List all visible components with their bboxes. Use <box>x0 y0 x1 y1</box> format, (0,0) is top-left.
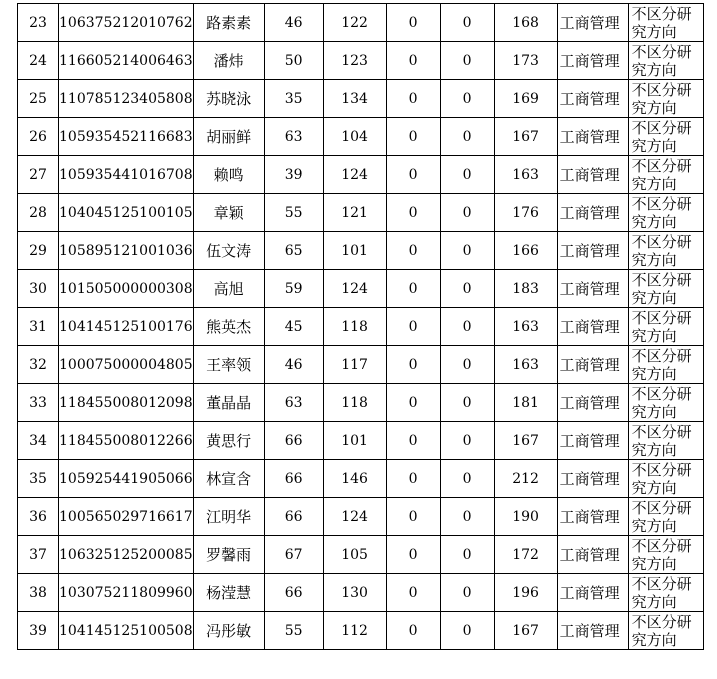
cell-major: 工商管理 <box>557 612 628 650</box>
cell-score-3: 0 <box>386 346 440 384</box>
score-table <box>17 3 704 650</box>
cell-exam-id: 104145125100508 <box>59 612 194 650</box>
cell-research-direction: 不区分研究方向 <box>628 422 703 460</box>
cell-exam-id: 105935441016708 <box>59 156 194 194</box>
cell-number: 27 <box>18 156 59 194</box>
cell-research-direction: 不区分研究方向 <box>628 156 703 194</box>
cell-candidate-name: 胡丽鲜 <box>193 118 264 156</box>
cell-major: 工商管理 <box>557 308 628 346</box>
table-row <box>18 612 704 650</box>
cell-score-4: 0 <box>440 384 494 422</box>
cell-number: 26 <box>18 118 59 156</box>
cell-major: 工商管理 <box>557 422 628 460</box>
cell-candidate-name: 黄思行 <box>193 422 264 460</box>
table-row <box>18 118 704 156</box>
cell-exam-id: 104045125100105 <box>59 194 194 232</box>
cell-score-1: 45 <box>264 308 323 346</box>
cell-score-1: 35 <box>264 80 323 118</box>
cell-total-score: 196 <box>494 574 557 612</box>
cell-score-4: 0 <box>440 574 494 612</box>
cell-score-4: 0 <box>440 308 494 346</box>
table-row <box>18 308 704 346</box>
cell-candidate-name: 潘炜 <box>193 42 264 80</box>
cell-total-score: 181 <box>494 384 557 422</box>
cell-total-score: 167 <box>494 422 557 460</box>
cell-score-2: 121 <box>323 194 386 232</box>
cell-score-3: 0 <box>386 574 440 612</box>
cell-research-direction: 不区分研究方向 <box>628 384 703 422</box>
cell-score-3: 0 <box>386 156 440 194</box>
cell-major: 工商管理 <box>557 232 628 270</box>
cell-total-score: 183 <box>494 270 557 308</box>
cell-score-2: 124 <box>323 270 386 308</box>
cell-score-1: 67 <box>264 536 323 574</box>
table-row <box>18 574 704 612</box>
cell-research-direction: 不区分研究方向 <box>628 4 703 42</box>
cell-exam-id: 110785123405808 <box>59 80 194 118</box>
cell-score-2: 124 <box>323 498 386 536</box>
table-body <box>18 4 704 650</box>
cell-number: 34 <box>18 422 59 460</box>
cell-candidate-name: 熊英杰 <box>193 308 264 346</box>
cell-number: 24 <box>18 42 59 80</box>
cell-exam-id: 105925441905066 <box>59 460 194 498</box>
cell-number: 36 <box>18 498 59 536</box>
cell-score-1: 66 <box>264 422 323 460</box>
cell-total-score: 190 <box>494 498 557 536</box>
cell-score-2: 146 <box>323 460 386 498</box>
cell-number: 29 <box>18 232 59 270</box>
cell-score-1: 55 <box>264 612 323 650</box>
table-row <box>18 156 704 194</box>
cell-major: 工商管理 <box>557 498 628 536</box>
cell-total-score: 163 <box>494 156 557 194</box>
cell-score-1: 63 <box>264 118 323 156</box>
cell-major: 工商管理 <box>557 460 628 498</box>
cell-candidate-name: 董晶晶 <box>193 384 264 422</box>
cell-score-3: 0 <box>386 308 440 346</box>
table-row <box>18 536 704 574</box>
cell-score-2: 101 <box>323 232 386 270</box>
table-row <box>18 346 704 384</box>
cell-exam-id: 116605214006463 <box>59 42 194 80</box>
cell-number: 31 <box>18 308 59 346</box>
cell-total-score: 167 <box>494 612 557 650</box>
cell-candidate-name: 路素素 <box>193 4 264 42</box>
cell-score-2: 123 <box>323 42 386 80</box>
cell-major: 工商管理 <box>557 42 628 80</box>
cell-research-direction: 不区分研究方向 <box>628 270 703 308</box>
table-row <box>18 42 704 80</box>
cell-score-2: 112 <box>323 612 386 650</box>
cell-score-2: 130 <box>323 574 386 612</box>
cell-score-4: 0 <box>440 232 494 270</box>
cell-score-4: 0 <box>440 346 494 384</box>
cell-exam-id: 105935452116683 <box>59 118 194 156</box>
table-row <box>18 232 704 270</box>
cell-candidate-name: 苏晓泳 <box>193 80 264 118</box>
cell-number: 35 <box>18 460 59 498</box>
cell-total-score: 169 <box>494 80 557 118</box>
table-row <box>18 4 704 42</box>
cell-major: 工商管理 <box>557 574 628 612</box>
cell-major: 工商管理 <box>557 270 628 308</box>
cell-major: 工商管理 <box>557 384 628 422</box>
cell-major: 工商管理 <box>557 346 628 384</box>
cell-score-2: 104 <box>323 118 386 156</box>
cell-candidate-name: 林宣含 <box>193 460 264 498</box>
cell-score-3: 0 <box>386 460 440 498</box>
cell-score-2: 101 <box>323 422 386 460</box>
cell-score-3: 0 <box>386 384 440 422</box>
cell-number: 37 <box>18 536 59 574</box>
cell-exam-id: 104145125100176 <box>59 308 194 346</box>
cell-candidate-name: 伍文涛 <box>193 232 264 270</box>
cell-research-direction: 不区分研究方向 <box>628 612 703 650</box>
cell-score-4: 0 <box>440 460 494 498</box>
cell-major: 工商管理 <box>557 118 628 156</box>
cell-score-3: 0 <box>386 4 440 42</box>
cell-exam-id: 106375212010762 <box>59 4 194 42</box>
cell-total-score: 163 <box>494 346 557 384</box>
cell-candidate-name: 王率领 <box>193 346 264 384</box>
cell-exam-id: 100075000004805 <box>59 346 194 384</box>
cell-score-2: 122 <box>323 4 386 42</box>
cell-exam-id: 118455008012266 <box>59 422 194 460</box>
cell-number: 33 <box>18 384 59 422</box>
cell-score-4: 0 <box>440 42 494 80</box>
cell-score-3: 0 <box>386 270 440 308</box>
cell-score-1: 39 <box>264 156 323 194</box>
cell-score-4: 0 <box>440 422 494 460</box>
cell-research-direction: 不区分研究方向 <box>628 42 703 80</box>
cell-number: 25 <box>18 80 59 118</box>
cell-candidate-name: 冯彤敏 <box>193 612 264 650</box>
cell-score-3: 0 <box>386 422 440 460</box>
table-row <box>18 270 704 308</box>
cell-total-score: 212 <box>494 460 557 498</box>
cell-research-direction: 不区分研究方向 <box>628 536 703 574</box>
cell-score-4: 0 <box>440 270 494 308</box>
table-row <box>18 80 704 118</box>
cell-score-1: 65 <box>264 232 323 270</box>
cell-exam-id: 106325125200085 <box>59 536 194 574</box>
cell-major: 工商管理 <box>557 536 628 574</box>
cell-number: 28 <box>18 194 59 232</box>
cell-score-1: 66 <box>264 498 323 536</box>
cell-total-score: 163 <box>494 308 557 346</box>
cell-score-1: 46 <box>264 4 323 42</box>
cell-number: 38 <box>18 574 59 612</box>
cell-research-direction: 不区分研究方向 <box>628 194 703 232</box>
cell-score-4: 0 <box>440 118 494 156</box>
cell-score-3: 0 <box>386 42 440 80</box>
cell-score-2: 118 <box>323 308 386 346</box>
cell-candidate-name: 章颖 <box>193 194 264 232</box>
cell-major: 工商管理 <box>557 4 628 42</box>
cell-candidate-name: 罗馨雨 <box>193 536 264 574</box>
cell-number: 32 <box>18 346 59 384</box>
cell-score-4: 0 <box>440 194 494 232</box>
cell-research-direction: 不区分研究方向 <box>628 308 703 346</box>
cell-exam-id: 103075211809960 <box>59 574 194 612</box>
cell-score-1: 63 <box>264 384 323 422</box>
cell-exam-id: 100565029716617 <box>59 498 194 536</box>
cell-total-score: 166 <box>494 232 557 270</box>
cell-research-direction: 不区分研究方向 <box>628 460 703 498</box>
table-row <box>18 194 704 232</box>
cell-score-3: 0 <box>386 232 440 270</box>
cell-candidate-name: 高旭 <box>193 270 264 308</box>
table-row <box>18 384 704 422</box>
cell-total-score: 167 <box>494 118 557 156</box>
cell-score-1: 46 <box>264 346 323 384</box>
cell-candidate-name: 赖鸣 <box>193 156 264 194</box>
cell-score-3: 0 <box>386 80 440 118</box>
cell-score-3: 0 <box>386 118 440 156</box>
cell-major: 工商管理 <box>557 194 628 232</box>
cell-score-4: 0 <box>440 80 494 118</box>
cell-research-direction: 不区分研究方向 <box>628 118 703 156</box>
table-row <box>18 460 704 498</box>
cell-score-3: 0 <box>386 536 440 574</box>
cell-score-4: 0 <box>440 4 494 42</box>
cell-exam-id: 118455008012098 <box>59 384 194 422</box>
cell-total-score: 168 <box>494 4 557 42</box>
cell-score-1: 66 <box>264 460 323 498</box>
cell-research-direction: 不区分研究方向 <box>628 574 703 612</box>
cell-number: 39 <box>18 612 59 650</box>
cell-score-3: 0 <box>386 498 440 536</box>
table-row <box>18 422 704 460</box>
cell-research-direction: 不区分研究方向 <box>628 346 703 384</box>
cell-score-4: 0 <box>440 612 494 650</box>
cell-score-4: 0 <box>440 156 494 194</box>
cell-score-3: 0 <box>386 612 440 650</box>
cell-candidate-name: 杨滢慧 <box>193 574 264 612</box>
cell-candidate-name: 江明华 <box>193 498 264 536</box>
cell-score-2: 117 <box>323 346 386 384</box>
cell-major: 工商管理 <box>557 80 628 118</box>
cell-research-direction: 不区分研究方向 <box>628 498 703 536</box>
cell-score-2: 134 <box>323 80 386 118</box>
cell-total-score: 176 <box>494 194 557 232</box>
cell-major: 工商管理 <box>557 156 628 194</box>
cell-score-4: 0 <box>440 498 494 536</box>
cell-research-direction: 不区分研究方向 <box>628 232 703 270</box>
cell-score-1: 50 <box>264 42 323 80</box>
table-row <box>18 498 704 536</box>
cell-score-1: 55 <box>264 194 323 232</box>
cell-number: 30 <box>18 270 59 308</box>
cell-total-score: 173 <box>494 42 557 80</box>
cell-score-1: 66 <box>264 574 323 612</box>
cell-score-2: 105 <box>323 536 386 574</box>
cell-score-2: 118 <box>323 384 386 422</box>
cell-score-3: 0 <box>386 194 440 232</box>
cell-score-1: 59 <box>264 270 323 308</box>
cell-score-4: 0 <box>440 536 494 574</box>
cell-number: 23 <box>18 4 59 42</box>
cell-exam-id: 105895121001036 <box>59 232 194 270</box>
cell-research-direction: 不区分研究方向 <box>628 80 703 118</box>
cell-exam-id: 101505000000308 <box>59 270 194 308</box>
cell-total-score: 172 <box>494 536 557 574</box>
cell-score-2: 124 <box>323 156 386 194</box>
